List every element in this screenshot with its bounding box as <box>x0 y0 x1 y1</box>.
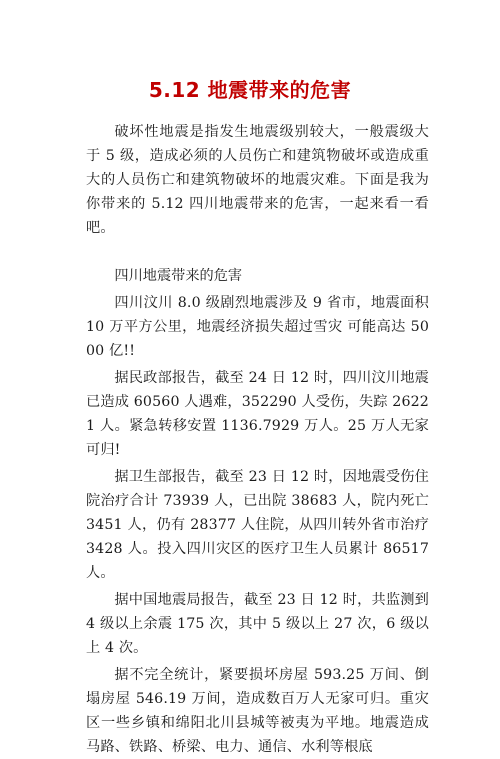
paragraph-spacer <box>86 243 429 264</box>
paragraph-casualties: 据民政部报告，截至 24 日 12 时，四川汶川地震已造成 60560 人遇难，352290 人受伤，失踪 26221 人。紧急转移安置 1136.7929 万人。25 万人无家可归! <box>86 370 429 458</box>
paragraph-medical: 据卫生部报告，截至 23 日 12 时，因地震受伤住院治疗合计 73939 人，已出院 38683 人，院内死亡 3451 人，仍有 28377 人住院，从四川转外省市治疗 3428 人。投入四川灾区的医疗卫生人员累计 86517 人。 <box>86 469 429 581</box>
intro-paragraph: 破坏性地震是指发生地震级别较大，一般震级大于 5 级，造成必须的人员伤亡和建筑物破坏或造成重大的人员伤亡和建筑物破坏的地震灾难。下面是我为你带来的 5.12 四川地震带来的危害，一起来看一看吧。 <box>86 124 429 236</box>
document-body <box>86 120 429 759</box>
section-heading: 四川地震带来的危害 <box>114 268 243 284</box>
paragraph-buildings: 据不完全统计，紧要损坏房屋 593.25 万间、倒塌房屋 546.19 万间，造成数百万人无家可归。重灾区一些乡镇和绵阳北川县城等被夷为平地。地震造成马路、铁路、桥梁、电力、通信、水利等根底 <box>86 667 429 755</box>
document-title: 5.12 地震带来的危害 <box>148 78 352 102</box>
paragraph-area-loss: 四川汶川 8.0 级剧烈地震涉及 9 省市，地震面积 10 万平方公里，地震经济损失超过雪灾 可能高达 5000 亿!! <box>86 295 429 359</box>
paragraph-aftershocks: 据中国地震局报告，截至 23 日 12 时，共监测到 4 级以上余震 175 次，其中 5 级以上 27 次，6 级以上 4 次。 <box>86 592 429 656</box>
